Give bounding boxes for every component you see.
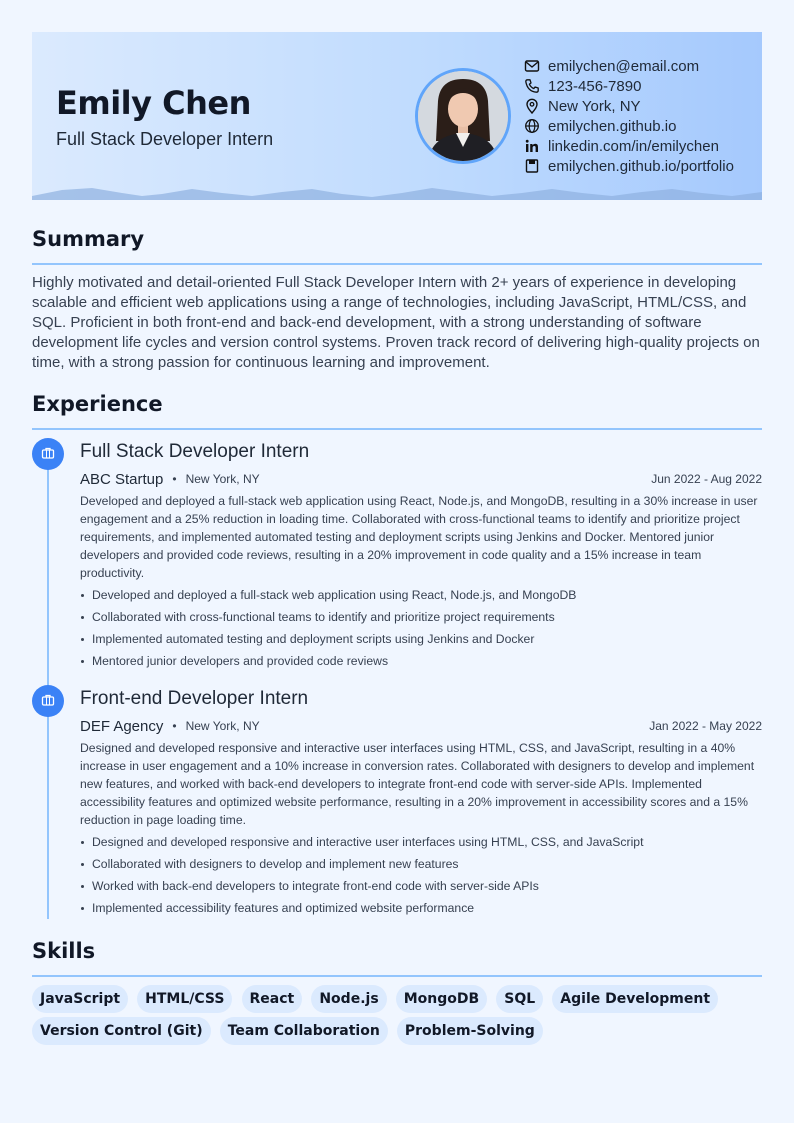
portfolio-icon [524,158,540,174]
skill-chip: Team Collaboration [220,1017,388,1045]
contact-location [524,96,734,116]
phone-icon [524,78,540,94]
contact-email-text: emilychen@email.com [548,57,700,75]
contact-website[interactable] [524,116,734,136]
bullet-item: Worked with back-end developers to integrate front-end code with server-side APIs [80,875,762,897]
skill-chip: MongoDB [396,985,487,1013]
briefcase-icon [41,692,55,711]
contact-linkedin-text: linkedin.com/in/emilychen [548,137,719,155]
contact-list [524,56,734,176]
experience-heading: Experience [32,392,163,416]
contact-website-text: emilychen.github.io [548,117,677,135]
skill-chip: React [242,985,303,1013]
experience-divider [32,428,762,430]
bullet-item: Developed and deployed a full-stack web application using React, Node.js, and MongoDB [80,584,762,606]
candidate-name: Emily Chen [56,84,251,122]
job-title: Full Stack Developer Intern [80,441,310,462]
job-dates: Jun 2022 - Aug 2022 [651,472,762,486]
job-meta [80,714,762,738]
job-company: ABC Startup [80,470,164,488]
meta-separator: • [172,719,177,733]
skill-chip: JavaScript [32,985,128,1013]
skills-list [32,985,772,1049]
bullet-item: Mentored junior developers and provided code reviews [80,650,762,672]
skill-chip: Agile Development [552,985,718,1013]
job-bullets [80,584,762,672]
job-dates: Jan 2022 - May 2022 [649,719,762,733]
contact-location-text: New York, NY [548,97,641,115]
skill-chip: Problem-Solving [397,1017,543,1045]
contact-email[interactable] [524,56,734,76]
contact-portfolio[interactable] [524,156,734,176]
mail-icon [524,58,540,74]
skill-chip: Node.js [311,985,386,1013]
job-location: New York, NY [185,472,260,486]
job-description: Developed and deployed a full-stack web application using React, Node.js, and MongoDB, resulting in a 30% increase in user engagement and a 25% reduction in loading time. Collaborated with cross-functional teams to identify and prioritize project requirements, and implemented automated testing and deployment scripts using Jenkins and Docker. Mentored junior developers and provided code reviews, resulting in a 20% improvement in code quality and a 15% increase in team productivity. [80,494,758,580]
contact-phone-text: 123-456-7890 [548,77,642,95]
bullet-item: Collaborated with designers to develop and implement new features [80,853,762,875]
bullet-item: Implemented automated testing and deployment scripts using Jenkins and Docker [80,628,762,650]
skill-chip: SQL [496,985,543,1013]
bullet-item: Designed and developed responsive and interactive user interfaces using HTML, CSS, and JavaScript [80,831,762,853]
job-description: Designed and developed responsive and interactive user interfaces using HTML, CSS, and JavaScript, resulting in a 40% increase in user engagement and a 10% increase in conversion rates. Collaborated with designers to develop and implement new features, and worked with back-end developers to integrate front-end code with server-side APIs. Implemented accessibility features and optimized website performance, resulting in a 20% improvement in accessibility scores and a 15% reduction in page loading time. [80,741,755,827]
resume-header [32,32,762,200]
briefcase-icon [41,445,55,464]
contact-portfolio-text: emilychen.github.io/portfolio [548,157,734,175]
location-pin-icon [524,98,540,114]
job-2-marker [32,685,64,717]
summary-heading: Summary [32,227,145,251]
job-1-marker [32,438,64,470]
skills-heading: Skills [32,939,96,963]
job-entry [80,686,762,919]
contact-phone[interactable] [524,76,734,96]
meta-separator: • [172,472,177,486]
decorative-hills [32,184,762,200]
linkedin-icon [524,138,540,154]
bullet-item: Collaborated with cross-functional teams to identify and prioritize project requirements [80,606,762,628]
globe-icon [524,118,540,134]
skill-chip: HTML/CSS [137,985,232,1013]
job-title: Front-end Developer Intern [80,688,309,709]
bullet-item: Implemented accessibility features and optimized website performance [80,897,762,919]
profile-photo [415,68,511,164]
job-meta [80,467,762,491]
skill-chip: Version Control (Git) [32,1017,211,1045]
contact-linkedin[interactable] [524,136,734,156]
job-bullets [80,831,762,919]
summary-text: Highly motivated and detail-oriented Full Stack Developer Intern with 2+ years of experience in developing scalable and efficient web applications using a range of technologies, including JavaScript, HTML/CSS, and SQL. Proficient in both front-end and back-end development, with a strong understanding of software development life cycles and version control systems. Proven track record of delivering high-quality projects on time, with a strong passion for continuous learning and improvement. [32,274,760,371]
job-entry [80,439,762,672]
job-company: DEF Agency [80,717,164,735]
summary-divider [32,263,762,265]
candidate-role: Full Stack Developer Intern [56,129,274,149]
job-location: New York, NY [185,719,260,733]
skills-divider [32,975,762,977]
